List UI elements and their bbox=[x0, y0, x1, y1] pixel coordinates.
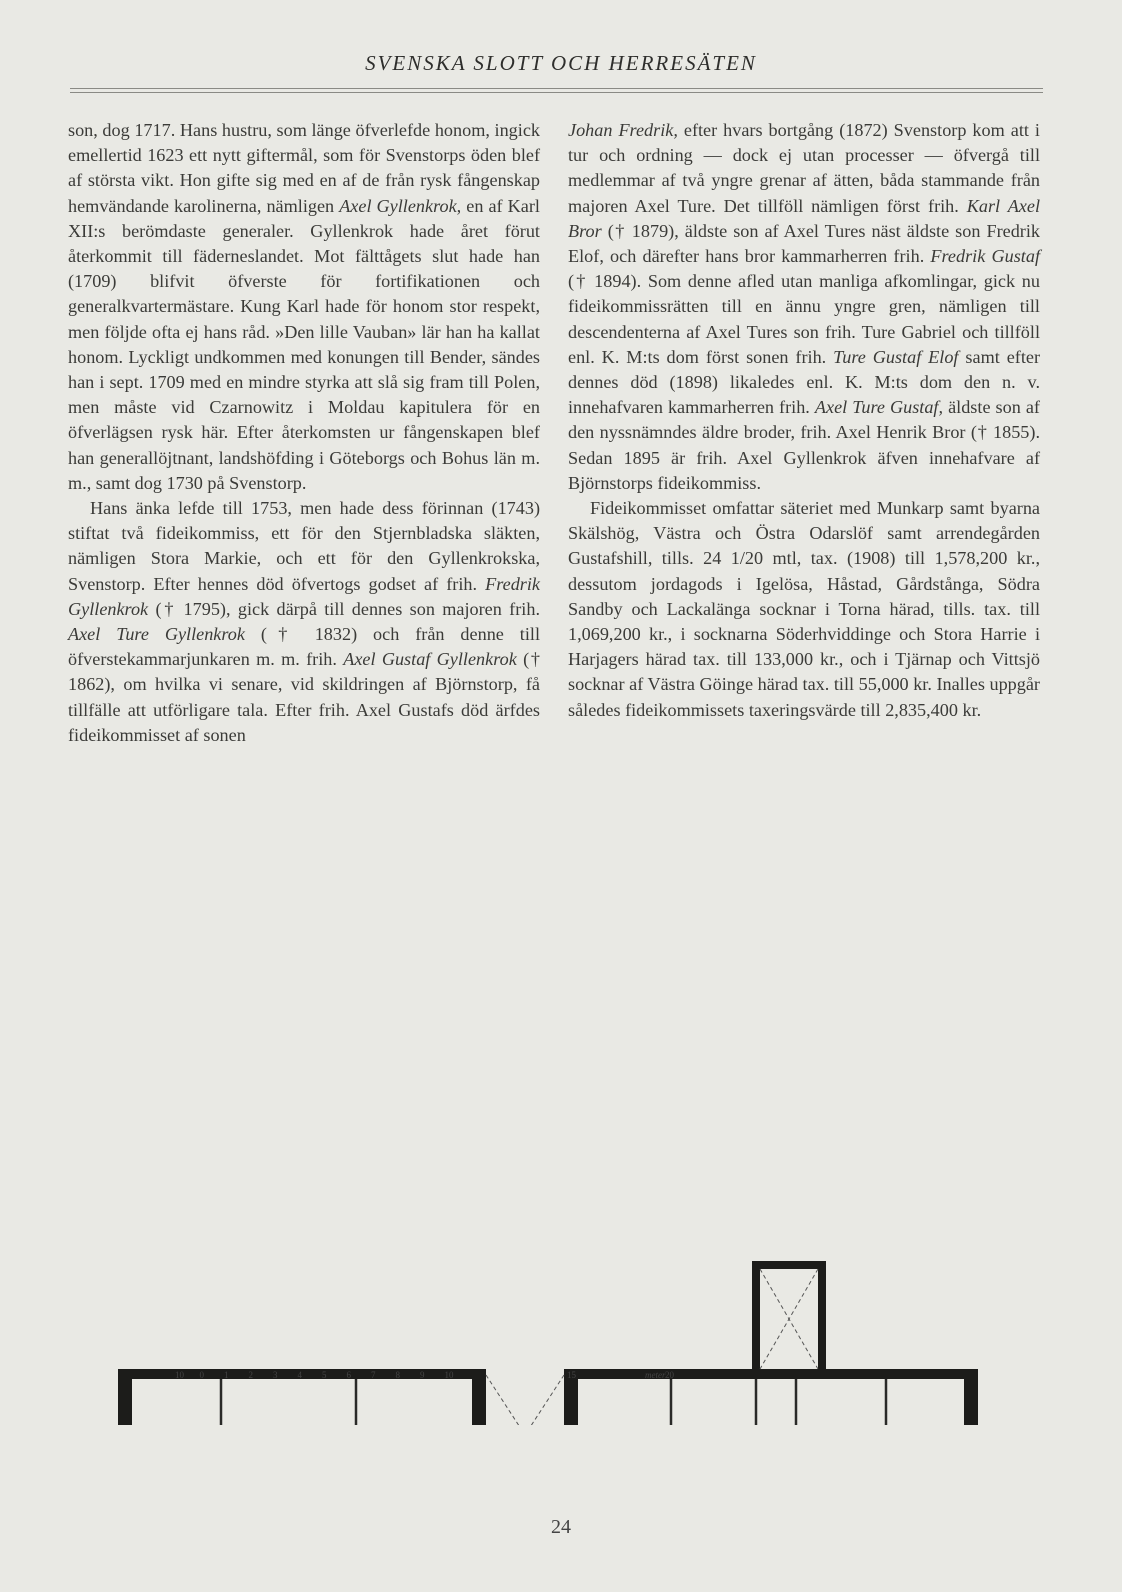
text-run: († 1862), om hvilka vi senare, vid skildringen af Björnstorp, få tillfälle att utförligare tala. Efter frih. Axel Gustafs död ärfdes fideikommisset af sonen bbox=[68, 649, 540, 745]
scale-tick-label: 4 bbox=[297, 1370, 302, 1380]
floor-plan-passage-line bbox=[486, 1375, 564, 1425]
text-run: († 1894). Som denne afled utan manliga afkomlingar, gick nu fideikommissrätten till en ännu yngre gren, nämligen till descendenterna af Axel Tures son frih. Ture Gabriel och tillföll enl. K. M:ts dom först sonen frih. bbox=[568, 271, 1040, 367]
scale-tick-label: 10 bbox=[175, 1370, 184, 1380]
text-run: Fideikommisset omfattar säteriet med Munkarp samt byarna Skälshög, Västra och Östra Odarslöf samt arrendegården Gustafshill, tills. 24 1/20 mtl, tax. (1908) till 1,578,200 kr., dessutom jordagods i Igelösa, Håstad, Gårdstånga, Södra Sandby och Lackalänga socknar i Torna härad, tills. tax. till 1,069,200 kr., i socknarna Söderhviddinge och Stora Harrie i Harjagers härad tax. till 133,000 kr., och i Tjärnap och Vittsjö socknar af Västra Göinge härad tax. till 55,000 kr. Inalles uppgår således fideikommissets taxeringsvärde till 2,835,400 kr. bbox=[568, 498, 1040, 720]
text-run: († 1879), äldste son af Axel Tures näst äldste son Fredrik Elof, och därefter hans bror kammarherren frih. bbox=[568, 220, 1040, 267]
scale-tick-label: 0 bbox=[199, 1370, 204, 1380]
floor-plan-wall bbox=[752, 1261, 826, 1269]
scale-tick-label: 6 bbox=[346, 1370, 351, 1380]
italic-name: Axel Ture Gustaf, bbox=[814, 397, 944, 418]
italic-name: Axel Gustaf Gyllenkrok bbox=[343, 649, 517, 670]
header-rule-top bbox=[70, 88, 1043, 89]
page-number: 24 bbox=[551, 1516, 571, 1538]
scale-tick-label: 20 bbox=[665, 1370, 674, 1380]
floor-plan bbox=[116, 975, 996, 1425]
scale-tick-label: 9 bbox=[420, 1370, 425, 1380]
floor-plan-wall bbox=[964, 1369, 978, 1425]
floor-plan-wall bbox=[118, 1369, 132, 1425]
text-run: Hans änka lefde till 1753, men hade dess förinnan (1743) stiftat två fideikommiss, ett för den Stjernbladska släkten, nämligen Stora Markie, och ett för den Gyllenkrokska, Svenstorp. Efter hennes död öfvertogs godset af frih. bbox=[68, 498, 540, 594]
italic-name: Johan Fredrik, bbox=[568, 120, 678, 140]
text-column-right bbox=[568, 118, 1040, 723]
floor-plan-wall bbox=[472, 1369, 486, 1425]
paragraph bbox=[568, 118, 1040, 496]
text-column-left bbox=[68, 118, 540, 748]
scale-tick-label: 5 bbox=[322, 1370, 327, 1380]
scale-tick-label: 1 bbox=[224, 1370, 229, 1380]
scale-tick-label: 7 bbox=[371, 1370, 376, 1380]
scale-tick-label: 10 bbox=[444, 1370, 454, 1380]
paragraph bbox=[68, 496, 540, 748]
italic-name: Fredrik Gustaf bbox=[930, 246, 1040, 267]
paragraph bbox=[568, 496, 1040, 723]
floor-plan-wall bbox=[752, 1261, 760, 1373]
italic-name: Fredrik Gyllenkrok bbox=[68, 573, 540, 619]
scale-unit-label: meter bbox=[645, 1370, 666, 1380]
paragraph bbox=[68, 118, 540, 496]
running-head: SVENSKA SLOTT OCH HERRESÄTEN bbox=[365, 51, 757, 75]
scale-tick-label: 2 bbox=[248, 1370, 253, 1380]
text-run: äldste son af den nyssnämndes äldre broder, frih. Axel Henrik Bror († 1855). Sedan 1895 är frih. Axel Gyllenkrok äfven innehafvare af Björnstorps fideikommiss. bbox=[568, 397, 1040, 493]
text-run: († 1832) och från denne till öfverstekammarjunkaren m. m. frih. bbox=[68, 624, 540, 670]
italic-name: Ture Gustaf Elof bbox=[833, 346, 959, 367]
floor-plan-passage-line bbox=[486, 1375, 564, 1425]
scale-tick-label: 8 bbox=[395, 1370, 400, 1380]
italic-name: Karl Axel Bror bbox=[568, 195, 1041, 241]
floor-plan-wall bbox=[818, 1261, 826, 1373]
text-run: († 1795), gick därpå till dennes son majoren frih. bbox=[148, 598, 540, 619]
header-rule-bottom bbox=[70, 92, 1043, 93]
floor-plan-wall bbox=[564, 1369, 978, 1379]
text-run: en af Karl XII:s berömdaste generaler. Gyllenkrok hade året förut återkommit till fäderneslandet. Mot fälttågets slut hade han (1709) blifvit öfverste för fortifikationen och generalkvartermästare. Kung Karl hade för honom stor respekt, men följde ofta ej hans råd. »Den lille Vauban» lär han ha kallat honom. Lyckligt undkommen med konungen till Bender, sändes han i sept. 1709 med en mindre styrka att slå sig fram till Polen, men måste vid Czarnowitz i Moldau kapitulera för en öfverlägsen rysk här. Efter återkomsten ur fångenskapen blef han generallöjtnant, landshöfding i Göteborgs och Bohus län m. m., samt dog 1730 på Svenstorp. bbox=[68, 195, 540, 493]
italic-name: Axel Ture Gyllenkrok bbox=[68, 624, 245, 645]
text-run: efter hvars bortgång (1872) Svenstorp kom att i tur och ordning — dock ej utan processer — öfvergå till medlemmar af två yngre grenar af ätten, båda stammande från majoren Axel Ture. Det tillföll nämligen först frih. bbox=[568, 120, 1040, 216]
scale-tick-label: 15 bbox=[567, 1370, 576, 1380]
scale-tick-label: 3 bbox=[273, 1370, 278, 1380]
italic-name: Axel Gyllenkrok, bbox=[339, 195, 462, 216]
text-run: son, dog 1717. Hans hustru, som länge öfverlefde honom, ingick emellertid 1623 ett nytt giftermål, som för Svenstorps öden blef af största vikt. Hon gifte sig med en af de från rysk fångenskap hemvändande karolinerna, nämligen bbox=[68, 120, 540, 216]
text-run: samt efter dennes död (1898) likaledes enl. K. M:ts dom den n. v. innehafvaren kammarherren frih. bbox=[568, 346, 1040, 418]
